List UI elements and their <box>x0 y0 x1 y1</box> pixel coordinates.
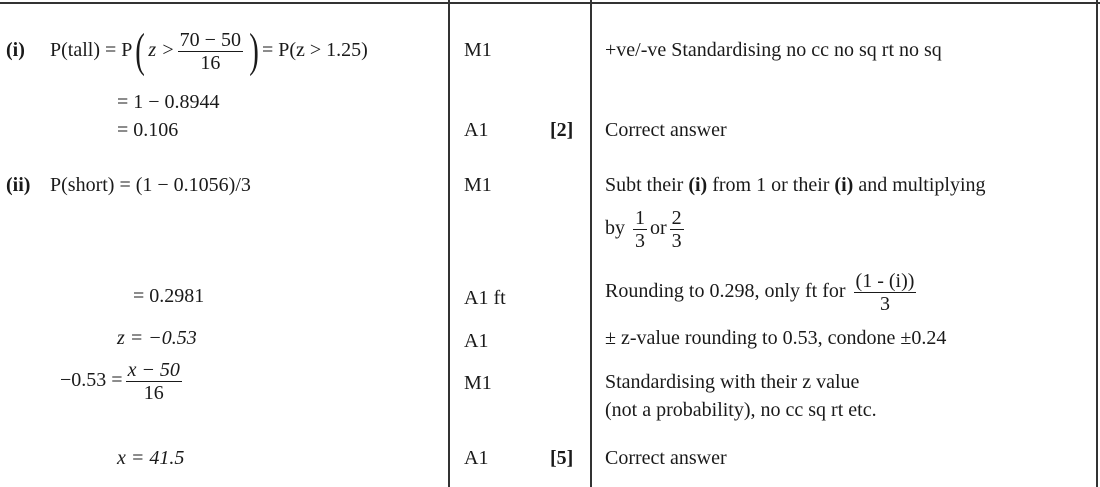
mark: A1 ft <box>464 287 506 309</box>
part-label-ii: (ii) <box>6 174 31 196</box>
comment: Rounding to 0.298, only ft for $\frac{(1 - (i))}{3}$ <box>605 269 915 315</box>
mark: A1 <box>464 119 489 141</box>
mark: A1 <box>464 447 489 469</box>
comment: by $\frac{1}{3}$ or $\frac{2}{3}$ <box>605 206 682 252</box>
working-ii-line1: P(short) = (1 − 0.1056)/3 <box>50 174 251 196</box>
working-i-line3: = 0.106 <box>117 119 179 141</box>
working-ii-line5: x = 41.5 <box>117 447 185 469</box>
part-label-i: (i) <box>6 39 25 61</box>
mark: M1 <box>464 372 492 394</box>
comment: +ve/-ve Standardising no cc no sq rt no sq <box>605 39 942 61</box>
fraction: $\frac{70 - 50}{16}$ <box>179 28 241 74</box>
mark: M1 <box>464 174 492 196</box>
working-i-line1: P(tall) = P( z > $\frac{70 - 50}{16}$ ) = P(z > 1.25) <box>50 24 368 78</box>
working-ii-line3: z = −0.53 <box>117 327 197 349</box>
total-marks: [2] <box>550 119 574 141</box>
column-divider <box>590 0 592 487</box>
column-divider <box>448 0 450 487</box>
comment: Subt their (i) from 1 or their (i) and multiplying <box>605 174 986 196</box>
total-marks: [5] <box>550 447 574 469</box>
comment: ± z-value rounding to 0.53, condone ±0.24 <box>605 327 947 349</box>
column-divider <box>1096 0 1098 487</box>
working-i-line2: = 1 − 0.8944 <box>117 91 220 113</box>
top-border <box>0 2 1100 4</box>
mark: A1 <box>464 330 489 352</box>
working-ii-line2: = 0.2981 <box>133 285 205 307</box>
comment: Correct answer <box>605 119 727 141</box>
comment: Correct answer <box>605 447 727 469</box>
comment: Standardising with their z value <box>605 371 860 393</box>
working-ii-line4: −0.53 = $\frac{x - 50}{16}$ <box>60 358 180 404</box>
comment: (not a probability), no cc sq rt etc. <box>605 399 877 421</box>
mark: M1 <box>464 39 492 61</box>
